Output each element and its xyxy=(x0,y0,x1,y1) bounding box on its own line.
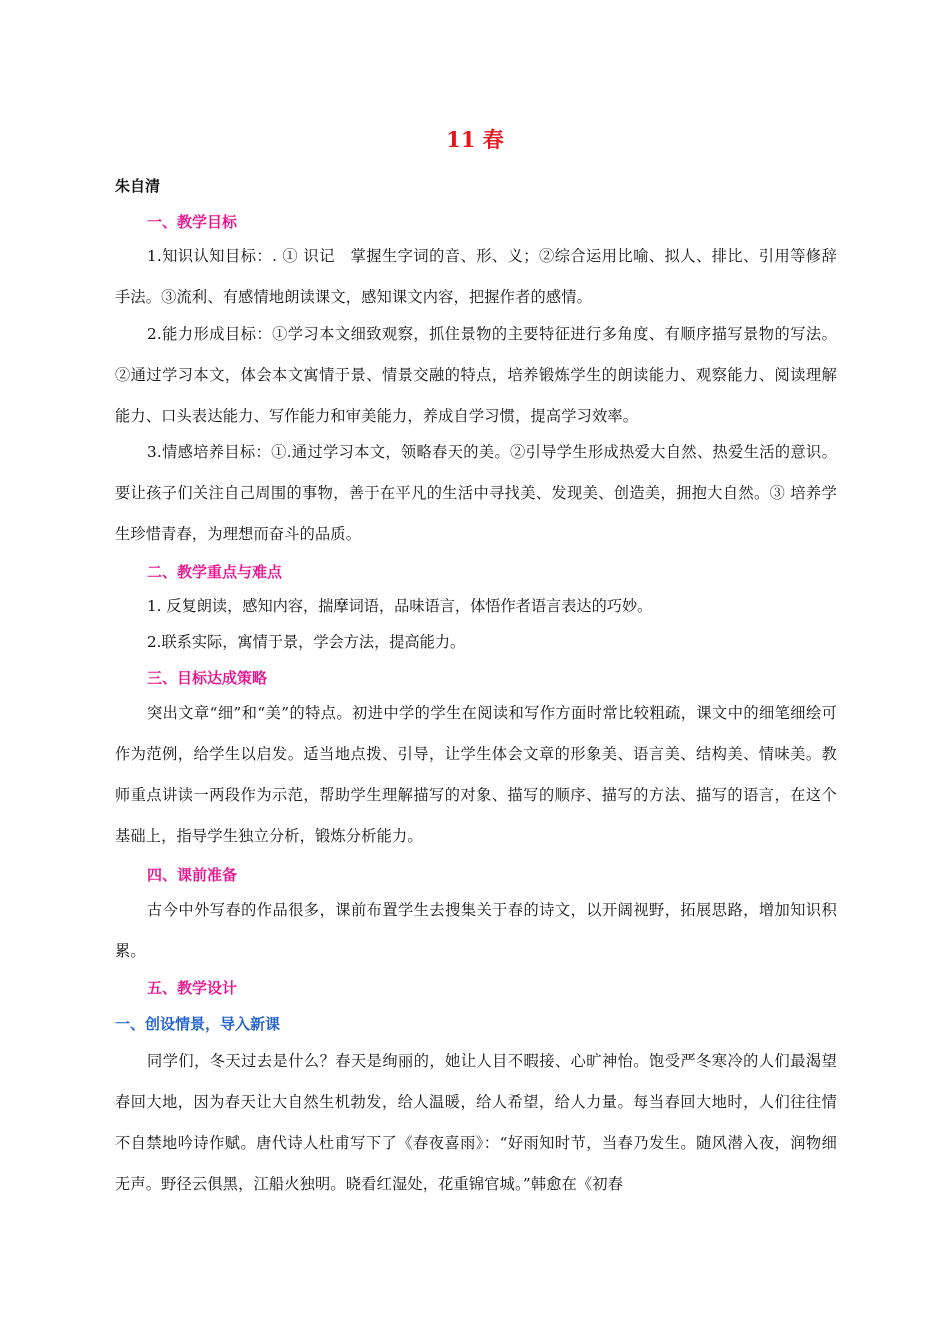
section-heading-design: 五、教学设计 xyxy=(147,979,238,997)
document-title: 11 春 xyxy=(446,127,504,152)
paragraph-knowledge-goal: 1.知识认知目标：. ① 识记 掌握生字词的音、形、义；②综合运用比喻、拟人、排比、引用等修辞手法。③流利、有感情地朗读课文，感知课文内容，把握作者的感情。 xyxy=(115,247,837,306)
author-name: 朱自清 xyxy=(115,177,161,195)
section-heading-key-points: 二、教学重点与难点 xyxy=(147,563,283,581)
paragraph-preparation: 古今中外写春的作品很多，课前布置学生去搜集关于春的诗文，以开阔视野，拓展思路，增加知识积累。 xyxy=(115,901,837,960)
paragraph-intro: 同学们，冬天过去是什么？春天是绚丽的，她让人目不暇接、心旷神怡。饱受严冬寒冷的人们最渴望春回大地，因为春天让大自然生机勃发，给人温暖，给人希望，给人力量。每当春回大地时，人们往往情不自禁地吟诗作赋。唐代诗人杜甫写下了《春夜喜雨》：“好雨知时节，当春乃发生。随风潜入夜，润物细无声。野径云俱黑，江船火独明。晓看红湿处，花重锦官城。”韩愈在《初春 xyxy=(115,1052,837,1193)
section-heading-objectives: 一、教学目标 xyxy=(147,213,238,231)
key-point-2: 2.联系实际，寓情于景，学会方法，提高能力。 xyxy=(147,633,466,651)
paragraph-strategy: 突出文章“细”和“美”的特点。初进中学的学生在阅读和写作方面时常比较粗疏，课文中的细笔细绘可作为范例，给学生以启发。适当地点拨、引导，让学生体会文章的形象美、语言美、结构美、情味美。教师重点讲读一两段作为示范，帮助学生理解描写的对象、描写的顺序、描写的方法、描写的语言，在这个基础上，指导学生独立分析，锻炼分析能力。 xyxy=(115,704,837,845)
section-heading-preparation: 四、课前准备 xyxy=(147,866,238,884)
paragraph-emotion-goal: 3.情感培养目标：①.通过学习本文，领略春天的美。②引导学生形成热爱大自然、热爱生活的意识。要让孩子们关注自己周围的事物，善于在平凡的生活中寻找美、发现美、创造美，拥抱大自然。③ 培养学生珍惜青春，为理想而奋斗的品质。 xyxy=(115,443,837,543)
subsection-heading-intro: 一、创设情景，导入新课 xyxy=(115,1015,281,1033)
section-heading-strategy: 三、目标达成策略 xyxy=(147,669,268,687)
key-point-1: 1. 反复朗读，感知内容，揣摩词语，品味语言，体悟作者语言表达的巧妙。 xyxy=(147,597,653,615)
paragraph-ability-goal: 2.能力形成目标：①学习本文细致观察，抓住景物的主要特征进行多角度、有顺序描写景物的写法。②通过学习本文，体会本文寓情于景、情景交融的特点，培养锻炼学生的朗读能力、观察能力、阅读理解能力、口头表达能力、写作能力和审美能力，养成自学习惯，提高学习效率。 xyxy=(115,325,837,425)
